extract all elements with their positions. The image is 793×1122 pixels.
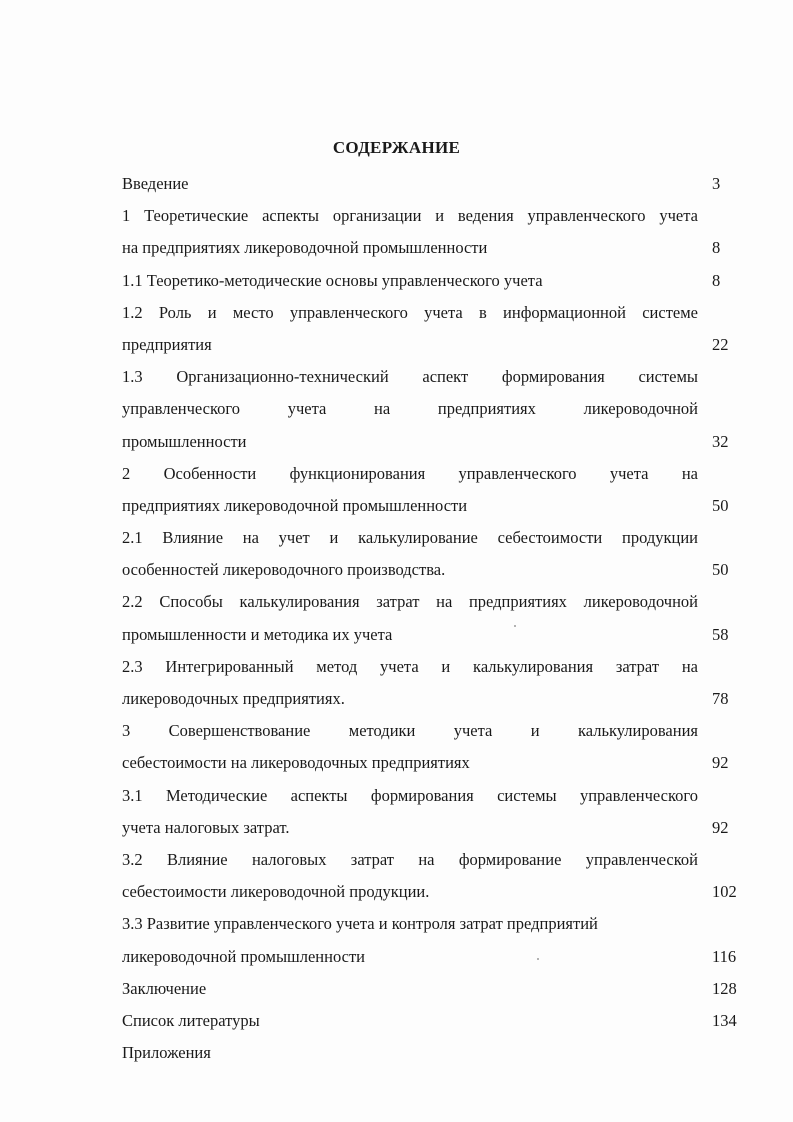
page-title: СОДЕРЖАНИЕ (332, 138, 461, 157)
toc-entry[interactable] (122, 297, 742, 361)
toc-page-number: 32 (712, 431, 729, 451)
toc-entry-text: 3 Совершенствование методики учета и калькулирования (122, 721, 698, 741)
scan-speck (537, 958, 539, 960)
toc-entry-text: особенностей ликероводочного производства. (122, 560, 446, 580)
toc-entry[interactable] (122, 265, 742, 297)
toc-entry-text: 3.3 Развитие управленческого учета и контроля затрат предприятий (122, 914, 598, 934)
toc-entry[interactable] (122, 651, 742, 715)
toc-entry[interactable] (122, 1037, 742, 1069)
toc-page-number: 3 (712, 174, 721, 193)
toc-entry[interactable] (122, 973, 742, 1005)
toc-entry-text: промышленности и методика их учета (122, 624, 393, 644)
toc-entry-text: предприятия (122, 334, 212, 354)
toc-entry[interactable] (122, 361, 742, 458)
toc-entry-text: промышленности (122, 431, 247, 451)
toc-entry-text: 2.3 Интегрированный метод учета и калькулирования затрат на (122, 656, 698, 676)
toc-entry-text: 2.1 Влияние на учет и калькулирование себестоимости продукции (122, 528, 698, 548)
toc-entry[interactable] (122, 200, 742, 264)
toc-entry[interactable] (122, 522, 742, 586)
toc-entry-text: ликероводочных предприятиях. (122, 689, 345, 708)
toc-entry-text: себестоимости на ликероводочных предприятиях (122, 753, 470, 773)
toc-entry-text: 1.2 Роль и место управленческого учета в информационной системе (122, 302, 698, 322)
scan-speck (514, 625, 516, 627)
table-of-contents (122, 168, 742, 1069)
toc-entry-text: Приложения (122, 1043, 211, 1063)
toc-entry-text: 2.2 Способы калькулирования затрат на предприятиях ликероводочной (122, 592, 698, 612)
toc-entry-text: предприятиях ликероводочной промышленности (122, 495, 468, 515)
toc-page-number: 92 (712, 753, 729, 773)
toc-entry-text: 1 Теоретические аспекты организации и ведения управленческого учета (122, 206, 698, 226)
toc-entry[interactable] (122, 586, 742, 650)
toc-page-number: 50 (712, 560, 729, 580)
toc-entry-text: Заключение (122, 978, 207, 998)
toc-entry[interactable] (122, 908, 742, 972)
toc-page-number: 116 (712, 946, 737, 966)
toc-entry-text: 2 Особенности функционирования управленческого учета на (122, 463, 698, 483)
toc-page-number: 8 (712, 238, 721, 258)
toc-entry-text: 1.3 Организационно-технический аспект формирования системы (122, 367, 698, 387)
toc-entry-text: 3.2 Влияние налоговых затрат на формирование управленческой (122, 849, 698, 869)
toc-entry-text: на предприятиях ликероводочной промышленности (122, 238, 488, 258)
toc-page-number: 22 (712, 334, 729, 354)
toc-entry-text: себестоимости ликероводочной продукции. (122, 882, 430, 902)
toc-entry-text: Введение (122, 174, 189, 193)
toc-entry-text: Список литературы (122, 1010, 260, 1030)
toc-page-number: 78 (712, 689, 729, 708)
toc-entry[interactable] (122, 780, 742, 844)
toc-entry-text: учета налоговых затрат. (122, 817, 290, 837)
toc-entry-text: ликероводочной промышленности (122, 946, 365, 966)
toc-page-number: 58 (712, 624, 729, 644)
toc-entry[interactable] (122, 1005, 742, 1037)
toc-entry[interactable] (122, 458, 742, 522)
toc-entry[interactable] (122, 168, 742, 200)
toc-page-number: 50 (712, 495, 729, 515)
toc-page-number: 134 (712, 1010, 737, 1030)
toc-entry-text: 1.1 Теоретико-методические основы управленческого учета (122, 270, 543, 290)
toc-entry[interactable] (122, 715, 742, 779)
toc-entry-text: управленческого учета на предприятиях ликероводочной (122, 399, 698, 419)
toc-page-number: 8 (712, 270, 721, 290)
toc-entry[interactable] (122, 844, 742, 908)
toc-page-number: 102 (712, 882, 737, 902)
toc-page-number: 92 (712, 817, 729, 837)
toc-page-number: 128 (712, 978, 737, 998)
toc-entry-text: 3.1 Методические аспекты формирования системы управленческого (122, 785, 698, 805)
